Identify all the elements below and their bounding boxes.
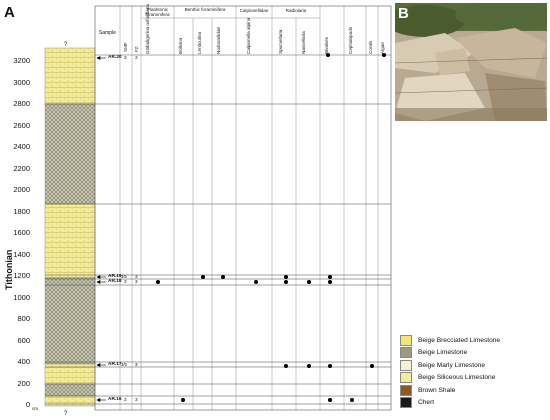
smf-value: 3/5 xyxy=(121,274,127,279)
occurrence-dot xyxy=(307,364,311,368)
occurrence-dot xyxy=(328,280,332,284)
occurrence-dot xyxy=(307,280,311,284)
occurrence-dot xyxy=(156,280,160,284)
sample-label: AR.19 xyxy=(108,274,122,279)
legend-label: Beige Limestone xyxy=(418,349,468,356)
legend-item xyxy=(400,397,434,409)
outcrop-photo xyxy=(395,3,547,121)
group-benthic: Benthic foraminifera xyxy=(184,7,226,12)
legend-label: Chert xyxy=(418,399,435,406)
taxon-header-9: Corals xyxy=(368,40,373,54)
bottom-question-mark: ? xyxy=(64,411,68,417)
legend-item xyxy=(400,347,467,359)
sample-label: AR.18 xyxy=(108,279,122,284)
sample-column-header: Sample xyxy=(99,30,116,36)
y-tick-label: 400 xyxy=(17,357,30,366)
sample-label: AR.20 xyxy=(108,55,122,60)
y-tick-label: 1000 xyxy=(13,292,30,302)
y-tick-label: 3200 xyxy=(13,56,30,65)
taxon-header-4: Calpionella alpina xyxy=(246,17,251,54)
y-tick-label: 600 xyxy=(17,335,30,345)
top-question-mark: ? xyxy=(64,42,68,48)
fz-value: 3 xyxy=(135,279,138,284)
legend-swatch xyxy=(400,335,412,346)
fz-value: 3 xyxy=(135,55,138,60)
litho-unit-siliceous-base xyxy=(45,396,95,406)
smf-value: 3 xyxy=(124,279,127,284)
taxon-header-5: Spumellaria xyxy=(278,29,283,54)
y-tick-label: 1400 xyxy=(13,249,30,259)
legend-item xyxy=(400,372,495,384)
group-planktonic: Planktonic foraminifera xyxy=(145,7,170,18)
sample-label: AR.17 xyxy=(108,362,122,367)
occurrence-dot xyxy=(284,364,288,368)
panel-b-label: B xyxy=(398,5,409,22)
litho-unit-siliceous-top xyxy=(45,48,95,104)
smf-column-header: SMF xyxy=(123,42,128,52)
y-tick-label: 2000 xyxy=(13,185,30,194)
taxon-header-3: Nodosariidae xyxy=(216,26,221,54)
legend-item xyxy=(400,384,455,396)
taxon-header-10: Algae xyxy=(380,42,385,54)
legend-label: Beige Brecciated Limestone xyxy=(418,336,501,344)
smf-value: 3 xyxy=(124,55,127,60)
y-tick-label: 200 xyxy=(17,378,30,388)
legend-label: Brown Shale xyxy=(418,386,456,394)
legend-swatch xyxy=(400,360,412,371)
occurrence-dot xyxy=(328,364,332,368)
legend-label: Beige Marly Limestone xyxy=(418,361,486,369)
fz-value: 3 xyxy=(135,362,138,367)
group-calpionellidae: Calpionellidae xyxy=(239,8,269,13)
occurrence-dot xyxy=(221,275,225,279)
occurrence-dot xyxy=(201,275,205,279)
depth-unit: cm xyxy=(32,406,38,411)
occurrence-dot xyxy=(328,398,332,402)
litho-unit-limestone-upper xyxy=(45,104,95,204)
legend-swatch xyxy=(400,397,412,408)
legend-item xyxy=(400,359,485,371)
occurrence-dot xyxy=(254,280,258,284)
group-radiolaria: Radiolaria xyxy=(285,8,307,13)
y-tick-label: 0 xyxy=(25,400,30,409)
y-tick-label: 800 xyxy=(17,314,30,323)
taxon-header-2: Lenticulina xyxy=(197,32,202,54)
y-tick-label: 1200 xyxy=(13,271,30,280)
occurrence-dot xyxy=(284,275,288,279)
occurrence-dot xyxy=(328,275,332,279)
sample-label: AR.16 xyxy=(108,397,122,402)
taxon-header-7: Bivalves xyxy=(324,36,329,54)
taxon-header-8: Cephalopods xyxy=(348,26,353,54)
y-tick-label: 2800 xyxy=(13,99,30,108)
panel-a-label: A xyxy=(4,4,15,21)
legend-swatch xyxy=(400,385,412,396)
occurrence-dot xyxy=(181,398,185,402)
taxon-header-0: Globuligerina oxfordiana xyxy=(145,4,150,54)
fz-column-header: FZ xyxy=(134,46,139,52)
legend-label: Beige Siliceous Limestone xyxy=(418,374,496,381)
legend-swatch xyxy=(400,372,412,383)
fz-value: 3 xyxy=(135,397,138,402)
occurrence-dot xyxy=(370,364,374,368)
smf-value: 3 xyxy=(124,397,127,402)
taxon-header-1: Bolivina xyxy=(178,37,183,54)
occurrence-dot xyxy=(284,280,288,284)
smf-value: 3/5 xyxy=(121,362,127,367)
fz-value: 3 xyxy=(135,274,138,279)
y-tick-label: 3000 xyxy=(13,77,30,87)
legend-swatch xyxy=(400,347,412,358)
legend-item xyxy=(400,334,500,346)
y-tick-label: 2400 xyxy=(13,142,30,151)
y-tick-label: 2600 xyxy=(13,120,30,130)
taxon-header-6: Nassellaria xyxy=(301,31,306,54)
y-tick-label: 1600 xyxy=(13,228,30,237)
occurrence-dot xyxy=(350,398,354,402)
litho-unit-limestone-lower xyxy=(45,278,95,364)
y-tick-label: 1800 xyxy=(13,206,30,216)
y-tick-label: 2200 xyxy=(13,163,30,173)
litho-unit-limestone-base xyxy=(45,384,95,396)
stage-label: Tithonian xyxy=(4,249,14,290)
litho-unit-siliceous-middle xyxy=(45,204,95,278)
